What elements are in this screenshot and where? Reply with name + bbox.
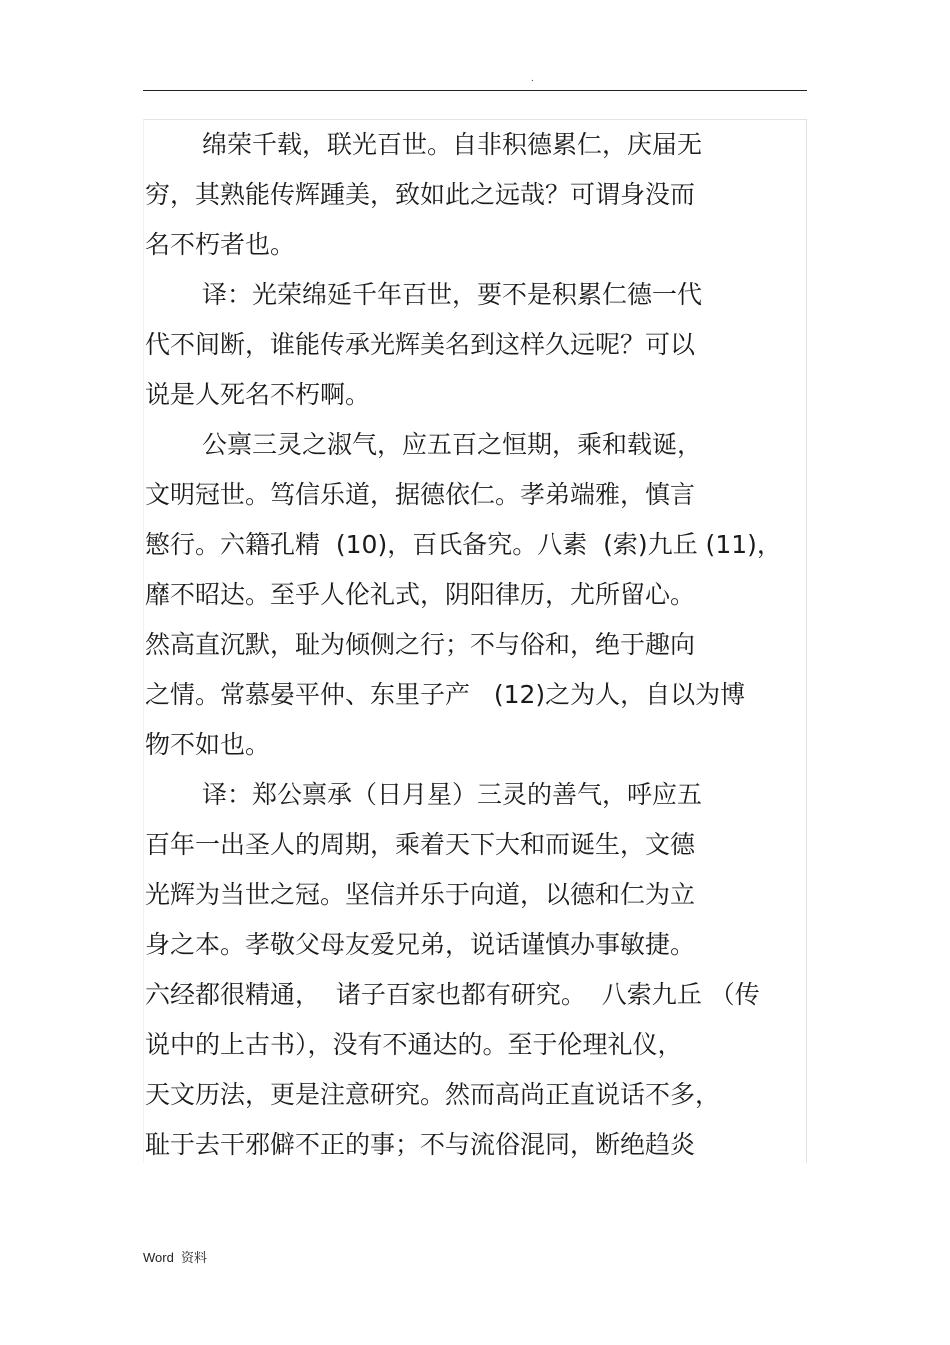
text-line: 名不朽者也。 [145,230,296,259]
text-line: 代不间断，谁能传承光辉美名到这样久远呢？可以 [145,330,696,359]
header-rule [143,90,807,91]
text-line: 靡不昭达。至乎人伦礼式，阴阳律历，尤所留心。 [145,580,696,609]
text-line: 百年一出圣人的周期，乘着天下大和而诞生，文德 [145,830,696,859]
text-line: 之情。常慕晏平仲、东里子产 (12)之为人，自以为博 [145,680,746,709]
text-line: 穷，其熟能传辉踵美，致如此之远哉？可谓身没而 [145,180,696,209]
text-line: 耻于去干邪僻不正的事；不与流俗混同，断绝趋炎 [145,1130,696,1159]
text-line: 慜行。六籍孔精 (10)，百氏备究。八素 (索)九丘 (11)， [145,530,782,559]
text-line: 公禀三灵之淑气，应五百之恒期，乘和载诞， [202,430,703,459]
header-mark: . [531,73,534,84]
text-line: 绵荣千载，联光百世。自非积德累仁，庆届无 [202,130,703,159]
text-line: 然高直沉默，耻为倾侧之行；不与俗和，绝于趣向 [145,630,696,659]
text-line: 光辉为当世之冠。坚信并乐于向道，以德和仁为立 [145,880,696,909]
text-line: 天文历法，更是注意研究。然而高尚正直说话不多， [145,1080,721,1109]
text-line: 译：光荣绵延千年百世，要不是积累仁德一代 [202,280,703,309]
text-line: 身之本。孝敬父母友爱兄弟，说话谨慎办事敏捷。 [145,930,696,959]
text-line: 译：郑公禀承（日月星）三灵的善气，呼应五 [202,780,703,809]
text-line: 六经都很精通， 诸子百家也都有研究。 八索九丘 （传 [145,980,760,1009]
text-line: 说是人死名不朽啊。 [145,380,371,409]
footer-label: Word 资料 [143,1250,208,1265]
text-line: 说中的上古书），没有不通达的。至于伦理礼仪， [145,1030,683,1059]
text-line: 文明冠世。笃信乐道，据德依仁。孝弟端雅，慎言 [145,480,696,509]
text-line: 物不如也。 [145,730,271,759]
